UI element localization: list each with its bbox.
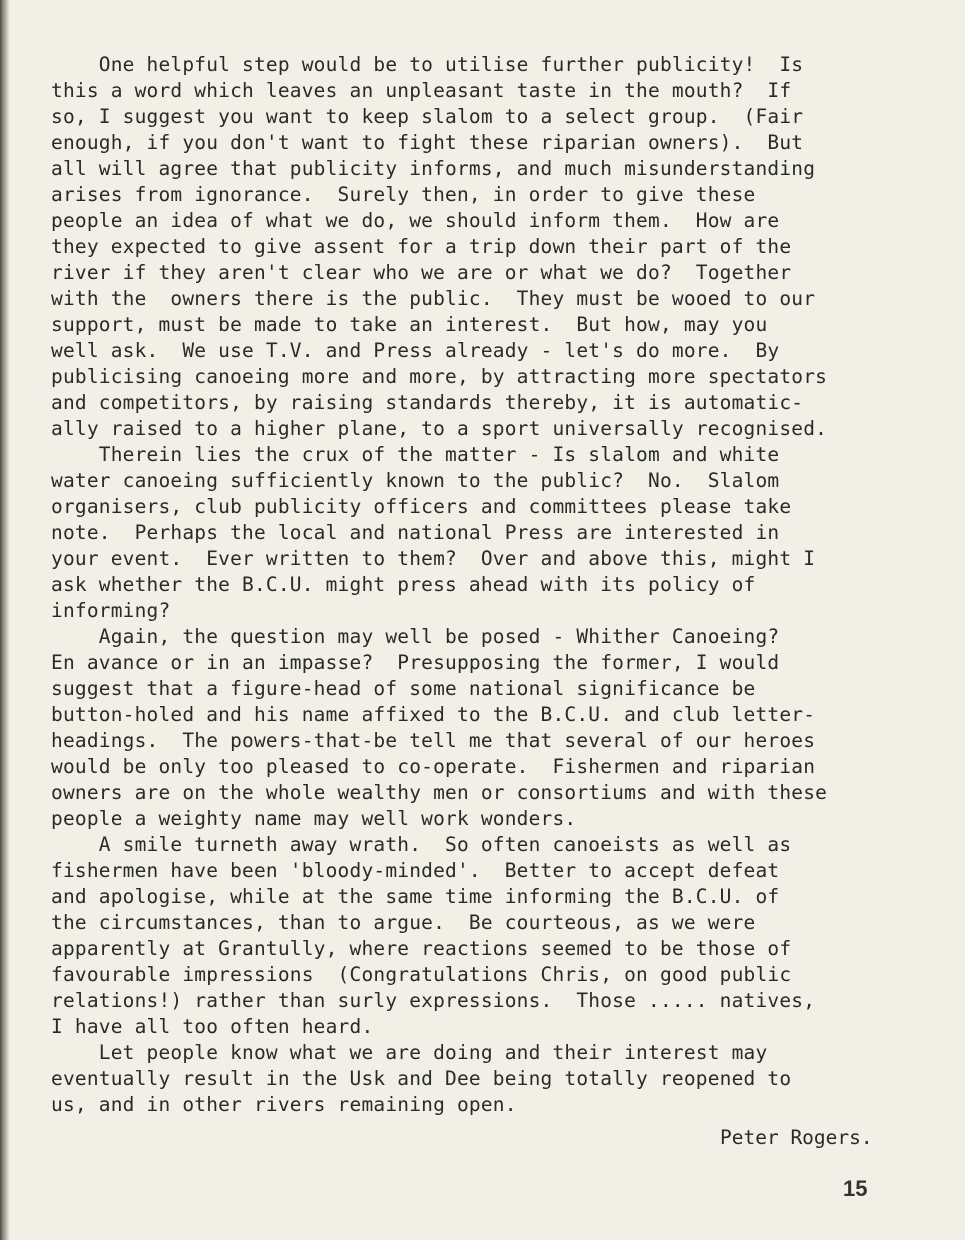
body-line: they expected to give assent for a trip down their part of the: [51, 235, 792, 258]
body-line: eventually result in the Usk and Dee being totally reopened to: [51, 1067, 792, 1090]
body-line: support, must be made to take an interest. But how, may you: [51, 313, 768, 336]
body-line: all will agree that publicity informs, and much misunderstanding: [51, 157, 816, 180]
body-line: suggest that a figure-head of some national significance be: [51, 677, 756, 700]
body-line: A smile turneth away wrath. So often canoeists as well as: [51, 833, 792, 856]
body-line: publicising canoeing more and more, by attracting more spectators: [51, 365, 828, 388]
page-edge-shadow: [0, 0, 10, 1240]
body-line: and apologise, while at the same time informing the B.C.U. of: [51, 885, 780, 908]
body-line: your event. Ever written to them? Over and above this, might I: [51, 547, 816, 570]
body-line: Therein lies the crux of the matter - Is slalom and white: [51, 443, 780, 466]
body-line: owners are on the whole wealthy men or consortiums and with these: [51, 781, 828, 804]
author-signature: Peter Rogers.: [720, 1126, 873, 1149]
body-line: ask whether the B.C.U. might press ahead with its policy of: [51, 573, 756, 596]
body-line: with the owners there is the public. They must be wooed to our: [51, 287, 816, 310]
body-line: favourable impressions (Congratulations Chris, on good public: [51, 963, 792, 986]
body-line: organisers, club publicity officers and committees please take: [51, 495, 792, 518]
body-line: I have all too often heard.: [51, 1015, 374, 1038]
body-line: Again, the question may well be posed - Whither Canoeing?: [51, 625, 780, 648]
body-line: the circumstances, than to argue. Be courteous, as we were: [51, 911, 756, 934]
body-line: fishermen have been 'bloody-minded'. Better to accept defeat: [51, 859, 780, 882]
body-line: would be only too pleased to co-operate. Fishermen and riparian: [51, 755, 816, 778]
body-line: water canoeing sufficiently known to the public? No. Slalom: [51, 469, 780, 492]
body-line: En avance or in an impasse? Presupposing the former, I would: [51, 651, 780, 674]
body-line: button-holed and his name affixed to the B.C.U. and club letter-: [51, 703, 816, 726]
body-line: informing?: [51, 599, 171, 622]
page-number: 15: [843, 1176, 868, 1201]
body-line: note. Perhaps the local and national Press are interested in: [51, 521, 780, 544]
body-line: arises from ignorance. Surely then, in order to give these: [51, 183, 756, 206]
body-line: enough, if you don't want to fight these riparian owners). But: [51, 131, 804, 154]
body-line: us, and in other rivers remaining open.: [51, 1093, 517, 1116]
body-line: so, I suggest you want to keep slalom to a select group. (Fair: [51, 105, 804, 128]
body-line: Let people know what we are doing and their interest may: [51, 1041, 768, 1064]
body-line: well ask. We use T.V. and Press already - let's do more. By: [51, 339, 780, 362]
body-line: people a weighty name may well work wonders.: [51, 807, 577, 830]
body-line: apparently at Grantully, where reactions seemed to be those of: [51, 937, 792, 960]
body-line: ally raised to a higher plane, to a sport universally recognised.: [51, 417, 828, 440]
body-line: headings. The powers-that-be tell me that several of our heroes: [51, 729, 816, 752]
body-line: this a word which leaves an unpleasant taste in the mouth? If: [51, 79, 792, 102]
body-line: One helpful step would be to utilise further publicity! Is: [51, 53, 804, 76]
body-line: relations!) rather than surly expressions. Those ..... natives,: [51, 989, 816, 1012]
body-line: and competitors, by raising standards thereby, it is automatic-: [51, 391, 804, 414]
body-line: people an idea of what we do, we should inform them. How are: [51, 209, 780, 232]
article-body: [51, 52, 931, 1118]
body-line: river if they aren't clear who we are or what we do? Together: [51, 261, 792, 284]
